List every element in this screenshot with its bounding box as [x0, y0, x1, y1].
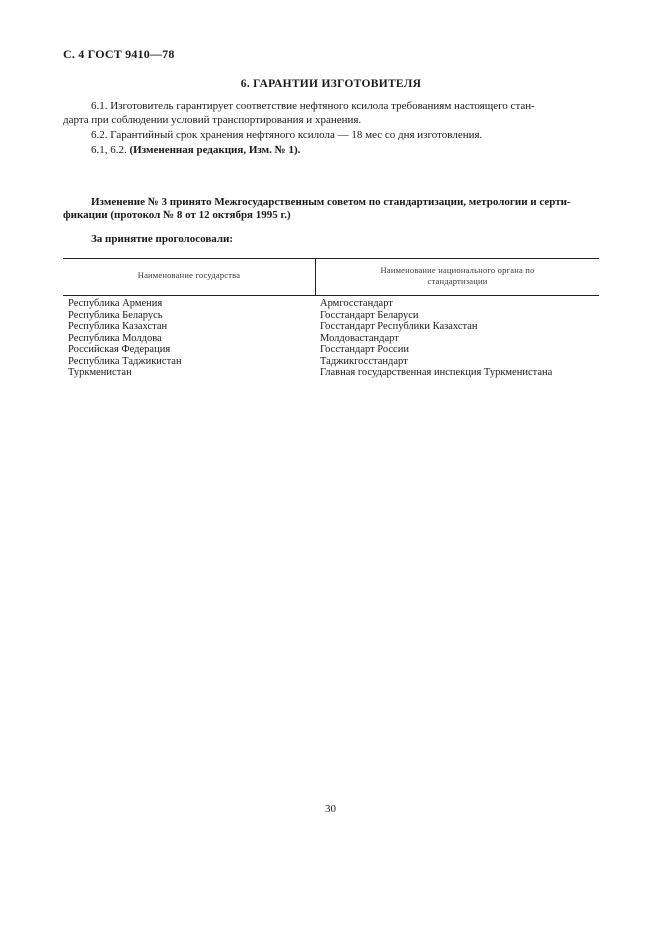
page-header: С. 4 ГОСТ 9410—78 — [63, 47, 175, 61]
paragraph-6-1-6-2-note — [91, 143, 300, 157]
table-cell-state: Туркменистан — [68, 367, 132, 378]
amendment-line-1: Изменение № 3 принято Межгосударственным советом по стандартизации, метрологии и серти- — [91, 196, 571, 208]
states-column — [68, 298, 182, 379]
table-cell-body: Госстандарт Беларуси — [320, 309, 419, 321]
table-cell-state: Республика Таджикистан — [68, 355, 182, 367]
paragraph-6-1-line-1: 6.1. Изготовитель гарантирует соответствие нефтяного ксилола требованиям настоящего стан- — [91, 100, 535, 112]
table-cell-body: Таджикгосстандарт — [320, 355, 408, 367]
table-cell-state: Республика Казахстан — [68, 321, 168, 332]
vote-label: За принятие проголосовали: — [91, 233, 234, 245]
bodies-column — [320, 298, 552, 379]
table-cell-body: Молдовастандарт — [320, 332, 399, 344]
header-standard-body-line-1: Наименование национального органа по — [380, 265, 535, 275]
page-number: 30 — [325, 803, 336, 815]
note-prefix: 6.1, 6.2. — [91, 144, 130, 156]
paragraph-6-1-line-2: дарта при соблюдении условий транспортирования и хранения. — [63, 114, 362, 126]
section-title: 6. ГАРАНТИИ ИЗГОТОВИТЕЛЯ — [240, 78, 422, 90]
header-standard-body — [316, 265, 599, 287]
header-state: Наименование государства — [137, 270, 241, 280]
table-cell-body: Армгосстандарт — [320, 298, 393, 309]
table-top-rule — [63, 258, 599, 259]
amendment-statement — [63, 196, 599, 222]
table-cell-body: Госстандарт Республики Казахстан — [320, 321, 478, 332]
amendment-line-2: фикации (протокол № 8 от 12 октября 1995 г.) — [63, 209, 291, 221]
table-cell-state: Республика Беларусь — [68, 309, 163, 321]
note-bold: (Измененная редакция, Изм. № 1). — [129, 144, 301, 156]
paragraph-6-1 — [63, 99, 599, 127]
table-cell-body: Госстандарт России — [320, 344, 409, 355]
paragraph-6-2: 6.2. Гарантийный срок хранения нефтяного ксилола — 18 мес со дня изготовления. — [91, 129, 483, 141]
table-cell-body: Главная государственная инспекция Туркменистана — [320, 367, 553, 378]
header-standard-body-line-2: стандартизации — [427, 276, 488, 286]
table-cell-state: Российская Федерация — [68, 344, 171, 355]
table-header-rule — [63, 295, 599, 296]
table-cell-state: Республика Молдова — [68, 332, 162, 344]
table-cell-state: Республика Армения — [68, 298, 163, 309]
